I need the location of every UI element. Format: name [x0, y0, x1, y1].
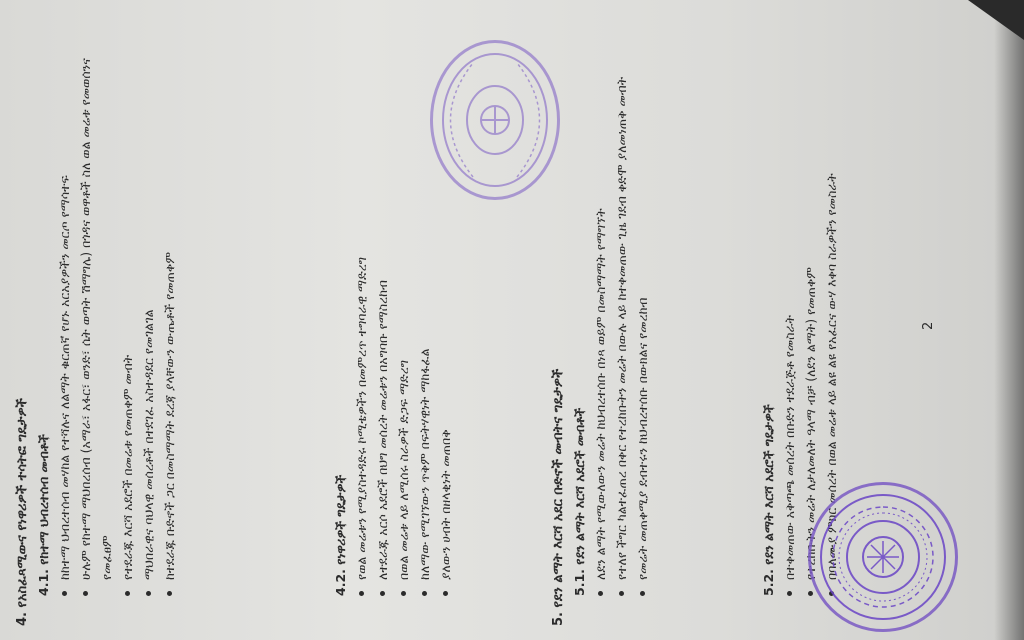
section-5-1-heading: 5.1. የደን ልማት እርሻ አደሮች መብቶች: [572, 407, 587, 596]
section-5: [548, 26, 653, 626]
section-5-2-heading: 5.2. የደን ልማት እርሻ አደሮች ግዴታዎች: [761, 404, 776, 596]
section-4-2-heading: 4.2. የነዋሪዎች ግዴታዎች: [333, 474, 348, 596]
section-4: [12, 26, 180, 626]
list-item: በተቀመጠው አቅጣጫ መሰረት በቡድን ተደራጅቶ የመስራት: [779, 26, 800, 626]
list-item: በባለሙያ ምክር መሰረት በወል መሬቱ ላይ ልዩ ልዩ የአፈርና ውሃ እቀባ ስራዎችን የመስራት: [821, 26, 842, 626]
list-item: ከለማው የሚገኘውን ጥቅም በፍትሃዊነት ማከፋፈል: [414, 26, 435, 626]
list-item: ለተደራጁ አርሶ አደሮች በህግ መሰረት መሬቱን በአግባቡ የማስረከብ: [372, 26, 393, 626]
round-stamp-upper: [430, 40, 560, 200]
list-item: የተረከቡትን መሬት ለታለመለት ዓላማ ብቻ (ለደን ልማት) የመጠቀም: [800, 26, 821, 626]
list-item: የተደራጁ እርሻ አደሮች በመሬቱ የመጠቀም መብት: [117, 26, 138, 626]
page-edge-shadow: [994, 0, 1024, 640]
section-4-heading: 4. የአስፈጻሚውና የነዋሪዎች ተሳትፎ ግዴታዎች: [15, 398, 30, 626]
list-item: የወል መሬቱን የሚያስተዳድሩ ኮሚቴዎችን በመምረጥ ተግባራዊ ማድረግ: [351, 26, 372, 626]
list-item: ከተደራጁ ቡድኖች ጋር በመስማማት ደረጃ ያላቸውን ውጤቶች የመጠቀም: [159, 26, 180, 626]
stamp-lower-graphic: [811, 485, 955, 629]
section-4-1-heading: 4.1. የከተማ ህብረተሰብ መብቶች: [36, 434, 51, 596]
page-number: 2: [921, 321, 936, 330]
list-item: ያለውን ሀብት በዘላቂነት መጠበቅ: [435, 26, 456, 626]
list-item: ከከተማ ህብረተሰብ መሃከል የተሻሉና ለልማት ቁርጠኛ የሆኑ አርአያዎችን መርጦ የማሳተፍ: [54, 26, 75, 626]
stamp-upper-graphic: [433, 43, 557, 197]
list-item: ሁሉም የከተማ ማህበረሰብ (አማራ፣ አፋር፣ ወንድ፣ ሴት ወጣት ሽማግሌ) በጎዳና ወዋቶች ስለ ወል መሬቱ የመወሰንና የመፈፀም: [75, 26, 117, 626]
list-item: ለደን ልማት የሚውለውን መሬት ከህብረተሰቡ በነጻ ወይም በመስማማት የማግኘት: [590, 26, 611, 626]
section-5-heading: 5. የደን ልማት እርሻ አደር ቡድኖች መብትና ግዴታዎች: [551, 368, 566, 626]
list-item: ማህበራዊና ባህላዊ መሰረቶች በተደገፈ አስተዳደር የመገልገል: [138, 26, 159, 626]
list-item: የመሬት መጠቀሚያ ደብተሩን ከህብረተሰቡ በውክልና የመረከብ: [632, 26, 653, 626]
list-item: የተለየ ችግር ካልተፈጠረ በቀር የተረከቡትን መሬት በውሉ ላይ ከተቀመጠው ጊዜ ገደብ ቀድሞ ያለመነጠቅ መብት: [611, 26, 632, 626]
round-stamp-lower: [808, 482, 958, 632]
list-item: በወል መሬቱ ላይ ለሚሰሩ ስራዎች ድጋፍ ማድረግ: [393, 26, 414, 626]
